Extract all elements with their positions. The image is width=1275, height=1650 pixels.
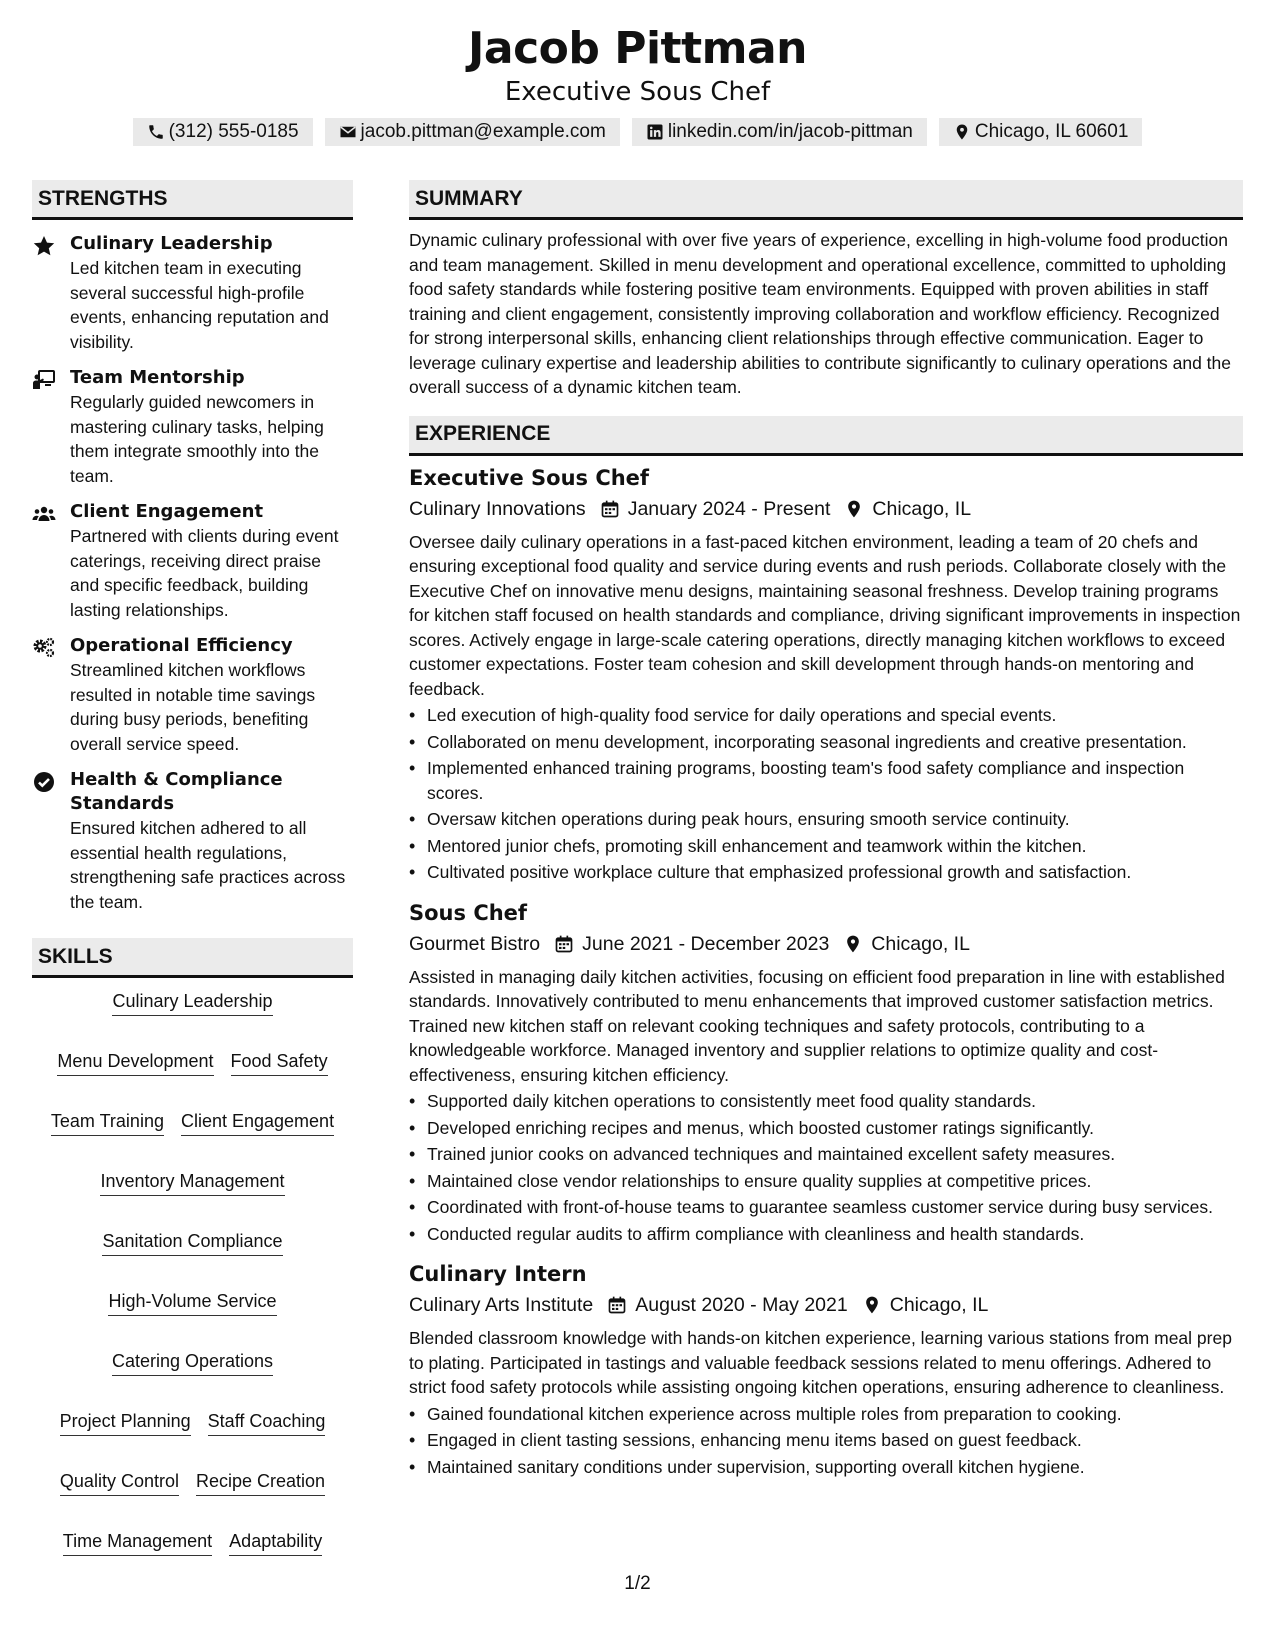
strength-title: Health & Compliance Standards [70,769,283,814]
strength-item [32,634,353,756]
contact-email[interactable] [325,118,620,146]
check-circle-icon [32,770,56,794]
skill-tag: Staff Coaching [208,1410,326,1436]
linkedin-icon [646,123,664,141]
job-title: Sous Chef [409,900,528,925]
map-pin-icon [844,499,864,519]
job-entry [409,1260,1243,1479]
strength-desc: Ensured kitchen adhered to all essential health regulations, strengthening safe practices across the team. [70,818,346,912]
left-column [32,180,353,1556]
contact-linkedin[interactable] [632,118,927,146]
job-entry [409,899,1243,1247]
bullet-item: • Engaged in client tasting sessions, enhancing menu items based on guest feedback. [409,1428,1243,1453]
strengths-heading: STRENGTHS [32,180,353,220]
skill-tag: Adaptability [229,1530,322,1556]
contact-phone[interactable] [133,118,313,146]
skill-tag: Team Training [51,1110,164,1136]
skill-tag: Client Engagement [181,1110,334,1136]
job-company: Culinary Arts Institute [409,1294,594,1316]
resume-header [0,0,1275,146]
bullet-item: • Collaborated on menu development, incorporating seasonal ingredients and creative presentation. [409,730,1243,755]
job-location: Chicago, IL [871,932,970,955]
users-icon [32,502,56,526]
skill-tag: Quality Control [60,1470,179,1496]
bullet-item: • Gained foundational kitchen experience across multiple roles from preparation to cooking. [409,1402,1243,1427]
strength-desc: Streamlined kitchen workflows resulted in notable time savings during busy periods, benefiting overall service speed. [70,660,316,754]
contact-bar [0,118,1275,146]
job-title: Executive Sous Chef [409,465,650,490]
map-pin-icon [862,1295,882,1315]
skills-list [32,990,353,1556]
bullet-item: • Trained junior cooks on advanced techniques and maintained excellent safety measures. [409,1142,1243,1167]
skill-tag: Recipe Creation [196,1470,325,1496]
job-description: Assisted in managing daily kitchen activities, focusing on efficient food preparation in line with established standards. Innovatively contributed to menu enhancements that improved customer satisfaction metrics. Trained new kitchen staff on relevant cooking techniques and safety protocols, contributing to a knowledgeable workforce. Managed inventory and supplier relations to optimize quality and cost-effectiveness, ensuring kitchen efficiency. [409,966,1225,1085]
job-entry [409,464,1243,885]
bullet-item: • Conducted regular audits to affirm compliance with cleanliness and health standards. [409,1222,1243,1247]
job-description: Blended classroom knowledge with hands-on kitchen experience, learning various stations from meal prep to plating. Participated in tastings and valuable feedback sessions related to menu offerings. Adhered to strict food safety protocols while assisting ongoing kitchen operations, ensuring adherence to cleanliness. [409,1328,1232,1397]
strength-item [32,500,353,622]
star-icon [32,234,56,258]
skill-tag: Food Safety [231,1050,328,1076]
strength-title: Client Engagement [70,501,264,522]
job-meta [409,1290,1243,1320]
job-bullets [409,1402,1243,1480]
summary-heading: SUMMARY [409,180,1243,220]
job-dates: January 2024 - Present [627,497,831,520]
job-meta [409,494,1243,524]
summary-text: Dynamic culinary professional with over five years of experience, excelling in high-volume food production and team management. Skilled in menu development and operational excellence, committed to upholding food safety standards while fostering positive team environments. Equipped with proven abilities in staff training and client engagement, consistently improving collaboration and workflow efficiency. Recognized for strong interpersonal skills, enhancing client relationships through effective communication. Eager to leverage culinary expertise and leadership abilities to contribute significantly to culinary operations and the overall success of a dynamic kitchen team. [409,230,1232,397]
map-pin-icon [953,123,971,141]
skill-tag: Time Management [63,1530,212,1556]
bullet-item: • Cultivated positive workplace culture that emphasized professional growth and satisfaction. [409,860,1243,885]
job-company: Gourmet Bistro [409,932,541,955]
job-description: Oversee daily culinary operations in a fast-paced kitchen environment, leading a team of 20 chefs and ensuring exceptional food quality and service during events and rush periods. Collaborate closely with the Executive Chef on innovative menu designs, maintaining seasonal freshness. Develop training programs for kitchen staff focused on health standards and compliance, driving significant improvements in inspection scores. Actively engage in large-scale catering operations, directly managing kitchen workflows to exceed customer expectations. Foster team cohesion and skill development through hands-on mentoring and feedback. [409,531,1241,699]
phone-text: (312) 555-0185 [168,121,299,142]
calendar-icon [607,1295,627,1315]
skill-tag: Sanitation Compliance [102,1230,282,1256]
experience-heading: EXPERIENCE [409,416,1243,456]
bullet-item: • Maintained sanitary conditions under supervision, supporting overall kitchen hygiene. [409,1455,1243,1480]
map-pin-icon [843,934,863,954]
skill-tag: Catering Operations [112,1350,273,1376]
bullet-item: • Developed enriching recipes and menus, which boosted customer ratings significantly. [409,1116,1243,1141]
skill-tag: Inventory Management [100,1170,284,1196]
job-company: Culinary Innovations [409,497,586,520]
presentation-icon [32,368,56,392]
job-bullets [409,703,1243,885]
strength-desc: Regularly guided newcomers in mastering culinary tasks, helping them integrate smoothly into the team. [70,392,324,486]
skill-tag: Culinary Leadership [112,990,272,1016]
candidate-name: Jacob Pittman [468,23,807,74]
skills-heading: SKILLS [32,938,353,978]
candidate-title: Executive Sous Chef [504,77,771,107]
bullet-item: • Mentored junior chefs, promoting skill enhancement and teamwork within the kitchen. [409,834,1243,859]
email-text: jacob.pittman@example.com [360,121,606,142]
job-location: Chicago, IL [889,1294,989,1316]
skill-tag: Menu Development [57,1050,213,1076]
strength-desc: Led kitchen team in executing several successful high-profile events, enhancing reputation and visibility. [70,258,329,352]
bullet-item: • Supported daily kitchen operations to consistently meet food quality standards. [409,1089,1243,1114]
strength-item [32,366,353,488]
page-number: 1/2 [624,1573,651,1594]
bullet-item: • Coordinated with front-of-house teams to guarantee seamless customer service during busy services. [409,1195,1243,1220]
bullet-item: • Maintained close vendor relationships to ensure quality supplies at competitive prices. [409,1169,1243,1194]
job-title: Culinary Intern [409,1262,587,1286]
bullet-item: • Led execution of high-quality food service for daily operations and special events. [409,703,1243,728]
right-column [409,180,1243,1481]
bullet-item: • Implemented enhanced training programs, boosting team's food safety compliance and inspection scores. [409,756,1243,805]
calendar-icon [600,499,620,519]
strength-title: Team Mentorship [70,367,245,388]
strength-item [32,768,353,914]
contact-location [939,118,1143,146]
skill-tag: High-Volume Service [108,1290,276,1316]
job-meta [409,929,1243,959]
job-dates: August 2020 - May 2021 [635,1294,848,1316]
strength-title: Operational Efficiency [70,635,293,656]
location-text: Chicago, IL 60601 [974,121,1129,142]
strength-item [32,232,353,354]
skill-tag: Project Planning [60,1410,191,1436]
bullet-item: • Oversaw kitchen operations during peak hours, ensuring smooth service continuity. [409,807,1243,832]
envelope-icon [339,123,357,141]
job-location: Chicago, IL [872,497,972,520]
gears-icon [32,636,56,660]
job-bullets [409,1089,1243,1246]
phone-icon [147,123,165,141]
linkedin-text: linkedin.com/in/jacob-pittman [667,121,913,142]
strength-title: Culinary Leadership [70,233,273,254]
job-dates: June 2021 - December 2023 [582,932,830,955]
calendar-icon [554,934,574,954]
strength-desc: Partnered with clients during event caterings, receiving direct praise and specific feedback, building lasting relationships. [70,526,339,620]
